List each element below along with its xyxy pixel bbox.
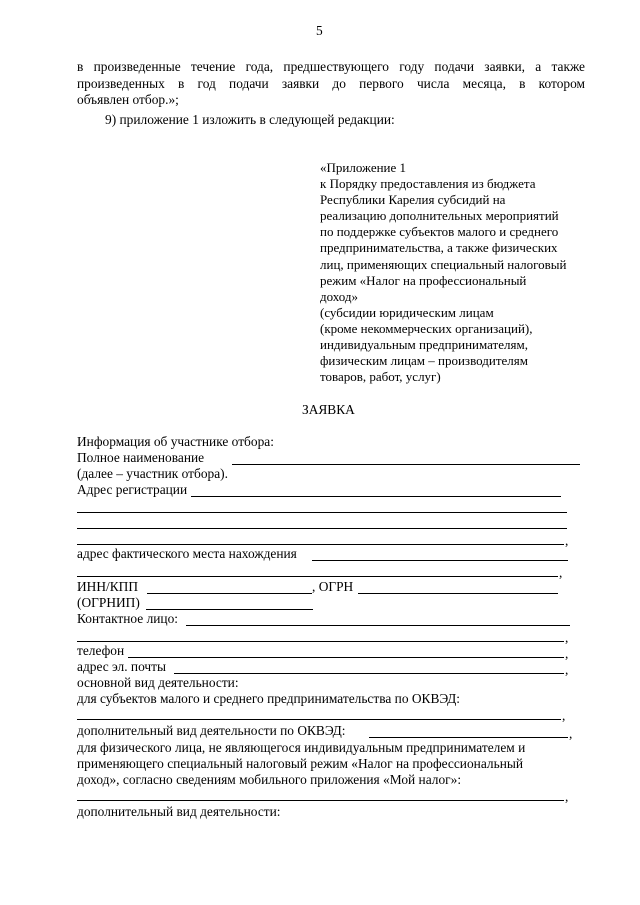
reg-address-field[interactable]	[191, 496, 561, 497]
appendix-line: режим «Налог на профессиональный	[320, 272, 527, 288]
contact-label: Контактное лицо:	[77, 611, 179, 626]
actual-address-field-2[interactable]	[77, 576, 558, 577]
main-activity-field[interactable]	[77, 719, 561, 720]
appendix-line: физическим лицам – производителям	[320, 353, 528, 369]
comma: ,	[565, 789, 569, 804]
add-activity-label: дополнительный вид деятельности:	[77, 804, 281, 819]
intro-line-2: произведенных в год подачи заявки до первого числа месяца, в котором	[77, 76, 585, 91]
intro-line-3: объявлен отбор.»;	[77, 92, 179, 107]
email-field[interactable]	[174, 673, 564, 674]
main-activity-label: основной вид деятельности:	[77, 675, 239, 690]
individual-activity-field[interactable]	[77, 800, 564, 801]
comma: ,	[562, 708, 566, 723]
individual-line-1: для физического лица, не являющегося индивидуальным предпринимателем и	[77, 740, 526, 755]
comma: ,	[565, 662, 569, 677]
full-name-field[interactable]	[232, 464, 580, 465]
comma: ,	[569, 726, 573, 741]
full-name-label: Полное наименование	[77, 450, 205, 465]
phone-field[interactable]	[128, 657, 564, 658]
add-activity-okved-label: дополнительный вид деятельности по ОКВЭД:	[77, 723, 346, 738]
actual-address-field[interactable]	[312, 560, 568, 561]
reg-address-field-2[interactable]	[77, 512, 567, 513]
appendix-line: (субсидии юридическим лицам	[320, 304, 494, 320]
appendix-line: по поддержке субъектов малого и среднего	[320, 224, 559, 240]
appendix-line: лиц, применяющих специальный налоговый	[320, 256, 567, 272]
appendix-line: реализацию дополнительных мероприятий	[320, 208, 559, 224]
comma: ,	[559, 565, 563, 580]
reg-address-label: Адрес регистрации	[77, 482, 188, 497]
appendix-line: «Приложение 1	[320, 160, 407, 175]
appendix-line: к Порядку предоставления из бюджета	[320, 176, 536, 192]
comma: ,	[565, 646, 569, 661]
ogrnip-field[interactable]	[146, 609, 313, 610]
ogrnip-label: (ОГРНИП)	[77, 595, 140, 610]
hereinafter-label: (далее – участник отбора).	[77, 466, 228, 481]
sme-okved-label: для субъектов малого и среднего предпринимательства по ОКВЭД:	[77, 691, 460, 706]
appendix-line: индивидуальным предпринимателям,	[320, 337, 528, 353]
add-activity-okved-field[interactable]	[369, 737, 568, 738]
ogrn-label: , ОГРН	[312, 579, 354, 594]
comma: ,	[565, 630, 569, 645]
reg-address-field-4[interactable]	[77, 544, 564, 545]
inn-kpp-field[interactable]	[147, 593, 312, 594]
appendix-line: доход»	[320, 288, 359, 304]
contact-field-2[interactable]	[77, 641, 564, 642]
contact-field[interactable]	[186, 625, 570, 626]
page-number: 5	[316, 23, 323, 38]
ogrn-field[interactable]	[358, 593, 558, 594]
inn-kpp-label: ИНН/КПП	[77, 579, 139, 594]
appendix-line: (кроме некоммерческих организаций),	[320, 320, 533, 336]
intro-line-1: в произведенные течение года, предшествующего году подачи заявки, а также	[77, 59, 585, 74]
reg-address-field-3[interactable]	[77, 528, 567, 529]
individual-line-3: доход», согласно сведениям мобильного приложения «Мой налог»:	[77, 772, 462, 787]
appendix-header	[320, 160, 588, 385]
appendix-line: Республики Карелия субсидий на	[320, 192, 506, 208]
actual-address-label: адрес фактического места нахождения	[77, 546, 297, 561]
appendix-line: предпринимательства, а также физических	[320, 240, 558, 256]
appendix-line: товаров, работ, услуг)	[320, 369, 441, 385]
phone-label: телефон	[77, 643, 125, 658]
individual-line-2: применяющего специальный налоговый режим «Налог на профессиональный	[77, 756, 524, 771]
comma: ,	[565, 533, 569, 548]
item-9: 9) приложение 1 изложить в следующей редакции:	[105, 112, 395, 127]
info-header: Информация об участнике отбора:	[77, 434, 274, 449]
form-title: ЗАЯВКА	[302, 402, 355, 417]
email-label: адрес эл. почты	[77, 659, 167, 674]
